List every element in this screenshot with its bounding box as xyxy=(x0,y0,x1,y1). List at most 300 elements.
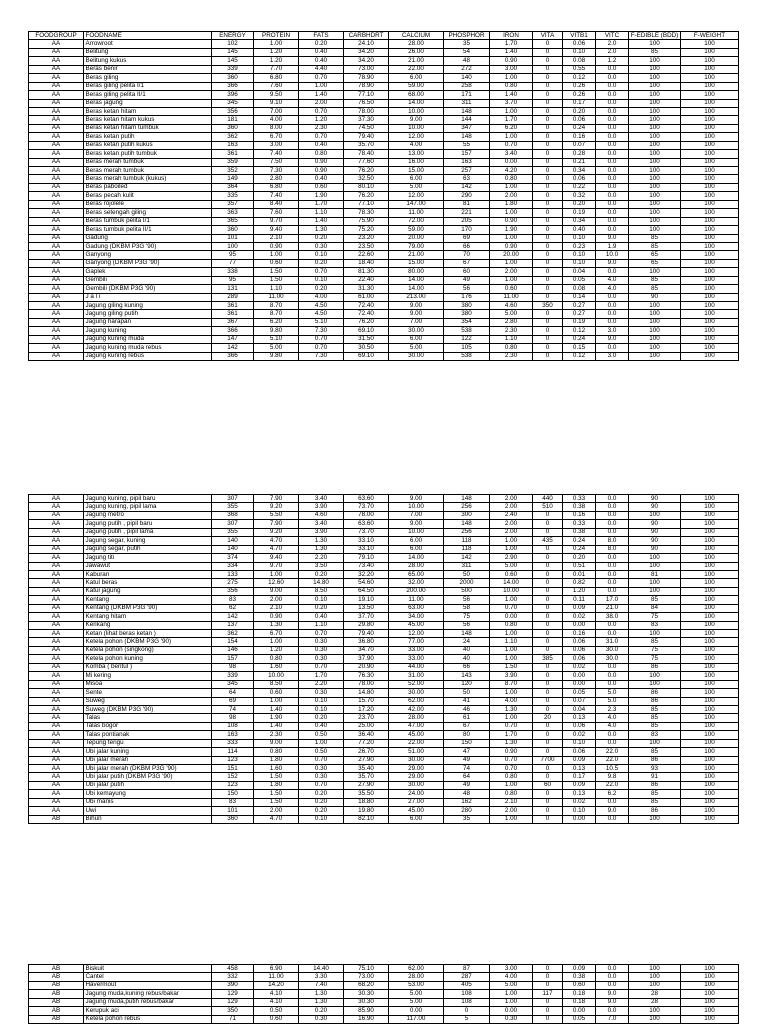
phosphor-cell: 354 xyxy=(444,318,490,326)
table-row xyxy=(29,335,739,343)
edible-portion-cell: 100 xyxy=(629,99,681,107)
carbohydrate-cell: 69.10 xyxy=(344,327,389,335)
edible-portion-cell: 90 xyxy=(629,537,681,545)
food-group-cell: AA xyxy=(29,697,84,705)
vitamin-a-cell: 0 xyxy=(533,621,563,629)
food-name-cell: Kentang xyxy=(84,596,212,604)
calcium-cell: 28.00 xyxy=(389,973,444,981)
table-row xyxy=(29,175,739,183)
energy-cell: 364 xyxy=(212,183,254,191)
carbohydrate-cell: 77.10 xyxy=(344,91,389,99)
carbohydrate-cell: 73.00 xyxy=(344,65,389,73)
energy-cell: 157 xyxy=(212,655,254,663)
food-group-cell: AA xyxy=(29,554,84,562)
phosphor-cell: 58 xyxy=(444,604,490,612)
food-group-cell: AA xyxy=(29,209,84,217)
energy-cell: 339 xyxy=(212,65,254,73)
energy-cell: 95 xyxy=(212,251,254,259)
vitamin-c-cell: 21.0 xyxy=(596,604,629,612)
fats-cell: 1.00 xyxy=(299,82,344,90)
edible-portion-cell: 83 xyxy=(629,621,681,629)
table-row xyxy=(29,773,739,781)
vitamin-c-cell: 0.0 xyxy=(596,621,629,629)
fats-cell: 1.30 xyxy=(299,226,344,234)
calcium-cell: 6.00 xyxy=(389,175,444,183)
calcium-cell: 63.00 xyxy=(389,604,444,612)
fats-cell: 1.70 xyxy=(299,200,344,208)
table-row xyxy=(29,748,739,756)
weight-cell: 100 xyxy=(681,528,739,536)
iron-cell: 5.00 xyxy=(490,310,533,318)
energy-cell: 307 xyxy=(212,495,254,503)
protein-cell: 9.20 xyxy=(254,503,299,511)
vitamin-c-cell: 10.0 xyxy=(596,251,629,259)
calcium-cell: 28.00 xyxy=(389,714,444,722)
vitamin-b1-cell: 0.20 xyxy=(563,554,596,562)
protein-cell: 2.10 xyxy=(254,234,299,242)
food-name-cell: Gadung xyxy=(84,234,212,242)
food-name-cell: J a l i xyxy=(84,293,212,301)
calcium-cell: 9.00 xyxy=(389,310,444,318)
food-name-cell: Beras tumbuk pelita I/1 xyxy=(84,217,212,225)
vitamin-b1-cell: 0.13 xyxy=(563,714,596,722)
fats-cell: 4.50 xyxy=(299,302,344,310)
calcium-cell: 27.00 xyxy=(389,798,444,806)
energy-cell: 123 xyxy=(212,756,254,764)
vitamin-b1-cell: 0.82 xyxy=(563,579,596,587)
weight-cell: 100 xyxy=(681,748,739,756)
vitamin-c-cell: 22.0 xyxy=(596,748,629,756)
vitamin-b1-cell: 0.05 xyxy=(563,1015,596,1023)
column-header: FOODGROUP xyxy=(29,32,84,40)
fats-cell: 0.20 xyxy=(299,234,344,242)
vitamin-a-cell: 0 xyxy=(533,973,563,981)
edible-portion-cell: 90 xyxy=(629,503,681,511)
vitamin-b1-cell: 0.11 xyxy=(563,596,596,604)
phosphor-cell: 56 xyxy=(444,285,490,293)
weight-cell: 100 xyxy=(681,276,739,284)
table-row xyxy=(29,200,739,208)
protein-cell: 8.50 xyxy=(254,680,299,688)
edible-portion-cell: 100 xyxy=(629,150,681,158)
vitamin-b1-cell: 0.06 xyxy=(563,722,596,730)
energy-cell: 142 xyxy=(212,344,254,352)
vitamin-a-cell: 0 xyxy=(533,965,563,973)
carbohydrate-cell: 36.80 xyxy=(344,638,389,646)
edible-portion-cell: 90 xyxy=(629,545,681,553)
edible-portion-cell: 85 xyxy=(629,596,681,604)
food-group-cell: AA xyxy=(29,545,84,553)
vitamin-c-cell: 0.0 xyxy=(596,731,629,739)
protein-cell: 7.40 xyxy=(254,192,299,200)
energy-cell: 129 xyxy=(212,998,254,1006)
carbohydrate-cell: 76.20 xyxy=(344,167,389,175)
carbohydrate-cell: 79.40 xyxy=(344,630,389,638)
vitamin-a-cell: 0 xyxy=(533,545,563,553)
protein-cell: 0.80 xyxy=(254,655,299,663)
iron-cell: 0.70 xyxy=(490,141,533,149)
vitamin-a-cell: 0 xyxy=(533,528,563,536)
protein-cell: 2.00 xyxy=(254,807,299,815)
protein-cell: 6.70 xyxy=(254,133,299,141)
iron-cell: 5.00 xyxy=(490,981,533,989)
phosphor-cell: 2000 xyxy=(444,579,490,587)
weight-cell: 100 xyxy=(681,167,739,175)
vitamin-c-cell: 9.0 xyxy=(596,990,629,998)
fats-cell: 7.30 xyxy=(299,327,344,335)
vitamin-c-cell: 8.0 xyxy=(596,537,629,545)
table-row xyxy=(29,495,739,503)
food-group-cell: AB xyxy=(29,990,84,998)
food-group-cell: AA xyxy=(29,310,84,318)
food-name-cell: Belitung kukus xyxy=(84,57,212,65)
iron-cell: 14.00 xyxy=(490,579,533,587)
food-name-cell: Gembili xyxy=(84,276,212,284)
protein-cell: 8.40 xyxy=(254,200,299,208)
calcium-cell: 53.00 xyxy=(389,981,444,989)
calcium-cell: 30.00 xyxy=(389,352,444,360)
energy-cell: 362 xyxy=(212,630,254,638)
vitamin-c-cell: 0.0 xyxy=(596,503,629,511)
protein-cell: 7.90 xyxy=(254,495,299,503)
vitamin-c-cell: 0.0 xyxy=(596,981,629,989)
vitamin-b1-cell: 0.33 xyxy=(563,520,596,528)
food-name-cell: Beras ketan hitam xyxy=(84,107,212,115)
iron-cell: 1.00 xyxy=(490,545,533,553)
food-group-cell: AA xyxy=(29,781,84,789)
iron-cell: 0.80 xyxy=(490,344,533,352)
vitamin-b1-cell: 0.21 xyxy=(563,158,596,166)
iron-cell: 0.60 xyxy=(490,285,533,293)
food-group-cell: AA xyxy=(29,192,84,200)
carbohydrate-cell: 77.20 xyxy=(344,739,389,747)
fats-cell: 0.30 xyxy=(299,646,344,654)
vitamin-a-cell: 0 xyxy=(533,798,563,806)
food-name-cell: Jagung kuning rebus xyxy=(84,352,212,360)
food-name-cell: Jagung metro xyxy=(84,511,212,519)
food-group-cell: AA xyxy=(29,672,84,680)
phosphor-cell: 41 xyxy=(444,697,490,705)
vitamin-b1-cell: 0.12 xyxy=(563,327,596,335)
weight-cell: 100 xyxy=(681,175,739,183)
table-row xyxy=(29,646,739,654)
phosphor-cell: 35 xyxy=(444,40,490,48)
carbohydrate-cell: 15.70 xyxy=(344,697,389,705)
vitamin-a-cell: 0 xyxy=(533,217,563,225)
phosphor-cell: 256 xyxy=(444,528,490,536)
fats-cell: 0.20 xyxy=(299,807,344,815)
edible-portion-cell: 100 xyxy=(629,217,681,225)
food-name-cell: Gaplek xyxy=(84,268,212,276)
iron-cell: 2.00 xyxy=(490,503,533,511)
carbohydrate-cell: 37.70 xyxy=(344,613,389,621)
edible-portion-cell: 100 xyxy=(629,739,681,747)
table-row xyxy=(29,82,739,90)
vitamin-c-cell: 9.0 xyxy=(596,807,629,815)
vitamin-c-cell: 4.0 xyxy=(596,722,629,730)
carbohydrate-cell: 61.00 xyxy=(344,293,389,301)
vitamin-a-cell: 0 xyxy=(533,748,563,756)
energy-cell: 345 xyxy=(212,99,254,107)
fats-cell: 14.40 xyxy=(299,965,344,973)
edible-portion-cell: 75 xyxy=(629,655,681,663)
iron-cell: 1.00 xyxy=(490,646,533,654)
vitamin-c-cell: 0.0 xyxy=(596,65,629,73)
protein-cell: 1.00 xyxy=(254,570,299,578)
carbohydrate-cell: 31.50 xyxy=(344,335,389,343)
phosphor-cell: 162 xyxy=(444,798,490,806)
vitamin-a-cell: 0 xyxy=(533,116,563,124)
phosphor-cell: 24 xyxy=(444,638,490,646)
iron-cell: 2.80 xyxy=(490,318,533,326)
iron-cell: 0.90 xyxy=(490,217,533,225)
edible-portion-cell: 100 xyxy=(629,141,681,149)
food-name-cell: Beras ketan putih tumbuk xyxy=(84,150,212,158)
protein-cell: 1.50 xyxy=(254,790,299,798)
weight-cell: 100 xyxy=(681,663,739,671)
weight-cell: 100 xyxy=(681,91,739,99)
food-group-cell: AA xyxy=(29,621,84,629)
vitamin-a-cell: 0 xyxy=(533,765,563,773)
calcium-cell: 33.00 xyxy=(389,655,444,663)
fats-cell: 0.50 xyxy=(299,731,344,739)
calcium-cell: 45.00 xyxy=(389,621,444,629)
phosphor-cell: 56 xyxy=(444,621,490,629)
food-group-cell: AA xyxy=(29,65,84,73)
fats-cell: 0.30 xyxy=(299,1015,344,1023)
iron-cell: 8.70 xyxy=(490,680,533,688)
weight-cell: 100 xyxy=(681,638,739,646)
calcium-cell: 30.00 xyxy=(389,689,444,697)
table-row xyxy=(29,293,739,301)
phosphor-cell: 311 xyxy=(444,99,490,107)
energy-cell: 355 xyxy=(212,528,254,536)
calcium-cell: 52.00 xyxy=(389,680,444,688)
table-row xyxy=(29,259,739,267)
food-group-cell: AA xyxy=(29,798,84,806)
vitamin-c-cell: 9.0 xyxy=(596,335,629,343)
vitamin-c-cell: 0.0 xyxy=(596,141,629,149)
vitamin-c-cell: 0.0 xyxy=(596,175,629,183)
protein-cell: 8.00 xyxy=(254,124,299,132)
food-group-cell: AA xyxy=(29,739,84,747)
calcium-cell: 30.00 xyxy=(389,327,444,335)
iron-cell: 4.00 xyxy=(490,973,533,981)
vitamin-a-cell: 0 xyxy=(533,596,563,604)
fats-cell: 1.40 xyxy=(299,91,344,99)
weight-cell: 100 xyxy=(681,158,739,166)
food-name-cell: Jagung giling kuning xyxy=(84,302,212,310)
iron-cell: 1.00 xyxy=(490,815,533,823)
phosphor-cell: 48 xyxy=(444,57,490,65)
food-name-cell: Ketela pohon kuning xyxy=(84,655,212,663)
vitamin-c-cell: 10.5 xyxy=(596,765,629,773)
food-group-cell: AA xyxy=(29,285,84,293)
vitamin-c-cell: 9.8 xyxy=(596,773,629,781)
fats-cell: 0.70 xyxy=(299,756,344,764)
protein-cell: 2.30 xyxy=(254,731,299,739)
calcium-cell: 51.00 xyxy=(389,748,444,756)
protein-cell: 7.50 xyxy=(254,158,299,166)
energy-cell: 307 xyxy=(212,520,254,528)
food-group-cell: AA xyxy=(29,587,84,595)
edible-portion-cell: 100 xyxy=(629,318,681,326)
energy-cell: 123 xyxy=(212,781,254,789)
fats-cell: 0.30 xyxy=(299,689,344,697)
vitamin-a-cell: 0 xyxy=(533,268,563,276)
weight-cell: 100 xyxy=(681,318,739,326)
food-name-cell: Biskuit xyxy=(84,965,212,973)
edible-portion-cell: 91 xyxy=(629,773,681,781)
fats-cell: 0.40 xyxy=(299,613,344,621)
vitamin-b1-cell: 0.38 xyxy=(563,973,596,981)
protein-cell: 9.40 xyxy=(254,554,299,562)
protein-cell: 0.80 xyxy=(254,748,299,756)
edible-portion-cell: 100 xyxy=(629,192,681,200)
carbohydrate-cell: 34.20 xyxy=(344,48,389,56)
weight-cell: 100 xyxy=(681,209,739,217)
weight-cell: 100 xyxy=(681,259,739,267)
table-row xyxy=(29,570,739,578)
phosphor-cell: 50 xyxy=(444,689,490,697)
weight-cell: 100 xyxy=(681,327,739,335)
protein-cell: 9.70 xyxy=(254,562,299,570)
fats-cell: 0.20 xyxy=(299,1007,344,1015)
weight-cell: 100 xyxy=(681,226,739,234)
weight-cell: 100 xyxy=(681,722,739,730)
food-group-cell: AA xyxy=(29,570,84,578)
protein-cell: 1.60 xyxy=(254,765,299,773)
vitamin-a-cell: 385 xyxy=(533,655,563,663)
carbohydrate-cell: 33.10 xyxy=(344,537,389,545)
column-header: F-WEIGHT xyxy=(681,32,739,40)
weight-cell: 100 xyxy=(681,242,739,250)
fats-cell: 0.70 xyxy=(299,107,344,115)
calcium-cell: 72.00 xyxy=(389,217,444,225)
food-group-cell: AA xyxy=(29,251,84,259)
weight-cell: 100 xyxy=(681,107,739,115)
food-name-cell: Beras ketan putih kukus xyxy=(84,141,212,149)
energy-cell: 77 xyxy=(212,259,254,267)
calcium-cell: 32.00 xyxy=(389,579,444,587)
fats-cell: 0.20 xyxy=(299,604,344,612)
carbohydrate-cell: 73.70 xyxy=(344,528,389,536)
table-row xyxy=(29,965,739,973)
edible-portion-cell: 86 xyxy=(629,689,681,697)
carbohydrate-cell: 35.40 xyxy=(344,765,389,773)
vitamin-a-cell: 0 xyxy=(533,680,563,688)
edible-portion-cell: 65 xyxy=(629,251,681,259)
food-group-cell: AA xyxy=(29,327,84,335)
weight-cell: 100 xyxy=(681,116,739,124)
energy-cell: 102 xyxy=(212,40,254,48)
vitamin-a-cell: 0 xyxy=(533,672,563,680)
food-name-cell: Ganyong (DKBM P3G '90) xyxy=(84,259,212,267)
table-row xyxy=(29,998,739,1006)
column-header: VITB1 xyxy=(563,32,596,40)
vitamin-c-cell: 0.0 xyxy=(596,815,629,823)
weight-cell: 100 xyxy=(681,200,739,208)
protein-cell: 5.50 xyxy=(254,511,299,519)
fats-cell: 2.20 xyxy=(299,554,344,562)
calcium-cell: 22.00 xyxy=(389,65,444,73)
vitamin-c-cell: 0.0 xyxy=(596,318,629,326)
vitamin-b1-cell: 0.38 xyxy=(563,528,596,536)
column-header: VITC xyxy=(596,32,629,40)
edible-portion-cell: 65 xyxy=(629,259,681,267)
carbohydrate-cell: 80.10 xyxy=(344,183,389,191)
weight-cell: 100 xyxy=(681,773,739,781)
vitamin-c-cell: 0.0 xyxy=(596,133,629,141)
energy-cell: 62 xyxy=(212,604,254,612)
fats-cell: 0.10 xyxy=(299,697,344,705)
phosphor-cell: 47 xyxy=(444,748,490,756)
vitamin-b1-cell: 0.00 xyxy=(563,1007,596,1015)
table-row xyxy=(29,107,739,115)
calcium-cell: 30.00 xyxy=(389,756,444,764)
energy-cell: 145 xyxy=(212,48,254,56)
vitamin-b1-cell: 0.60 xyxy=(563,981,596,989)
phosphor-cell: 40 xyxy=(444,646,490,654)
vitamin-b1-cell: 0.09 xyxy=(563,756,596,764)
food-group-cell: AB xyxy=(29,1015,84,1023)
food-group-cell: AA xyxy=(29,82,84,90)
energy-cell: 361 xyxy=(212,310,254,318)
iron-cell: 2.90 xyxy=(490,554,533,562)
iron-cell: 1.00 xyxy=(490,183,533,191)
vitamin-b1-cell: 0.05 xyxy=(563,689,596,697)
phosphor-cell: 380 xyxy=(444,310,490,318)
table-row xyxy=(29,276,739,284)
carbohydrate-cell: 78.30 xyxy=(344,209,389,217)
vitamin-b1-cell: 0.10 xyxy=(563,739,596,747)
fats-cell: 0.30 xyxy=(299,765,344,773)
vitamin-b1-cell: 0.26 xyxy=(563,91,596,99)
food-group-cell: AA xyxy=(29,731,84,739)
vitamin-b1-cell: 0.20 xyxy=(563,107,596,115)
phosphor-cell: 49 xyxy=(444,781,490,789)
edible-portion-cell: 85 xyxy=(629,705,681,713)
table-row xyxy=(29,99,739,107)
energy-cell: 147 xyxy=(212,335,254,343)
carbohydrate-cell: 76.20 xyxy=(344,192,389,200)
iron-cell: 0.80 xyxy=(490,175,533,183)
carbohydrate-cell: 30.30 xyxy=(344,998,389,1006)
food-group-cell: AA xyxy=(29,520,84,528)
edible-portion-cell: 85 xyxy=(629,285,681,293)
carbohydrate-cell: 64.50 xyxy=(344,587,389,595)
food-name-cell: Jagung putih , pipil lama xyxy=(84,528,212,536)
food-name-cell: Ubi jalar merah xyxy=(84,756,212,764)
fats-cell: 0.30 xyxy=(299,773,344,781)
calcium-cell: 117.00 xyxy=(389,1015,444,1023)
edible-portion-cell: 75 xyxy=(629,613,681,621)
carbohydrate-cell: 22.60 xyxy=(344,251,389,259)
vitamin-c-cell: 4.0 xyxy=(596,276,629,284)
vitamin-a-cell: 0 xyxy=(533,107,563,115)
table-row xyxy=(29,40,739,48)
vitamin-c-cell: 0.0 xyxy=(596,520,629,528)
fats-cell: 4.60 xyxy=(299,511,344,519)
vitamin-c-cell: 4.0 xyxy=(596,714,629,722)
vitamin-a-cell: 0 xyxy=(533,646,563,654)
food-group-cell: AA xyxy=(29,807,84,815)
calcium-cell: 30.00 xyxy=(389,781,444,789)
vitamin-b1-cell: 0.24 xyxy=(563,124,596,132)
protein-cell: 11.00 xyxy=(254,293,299,301)
weight-cell: 100 xyxy=(681,731,739,739)
carbohydrate-cell: 17.20 xyxy=(344,705,389,713)
